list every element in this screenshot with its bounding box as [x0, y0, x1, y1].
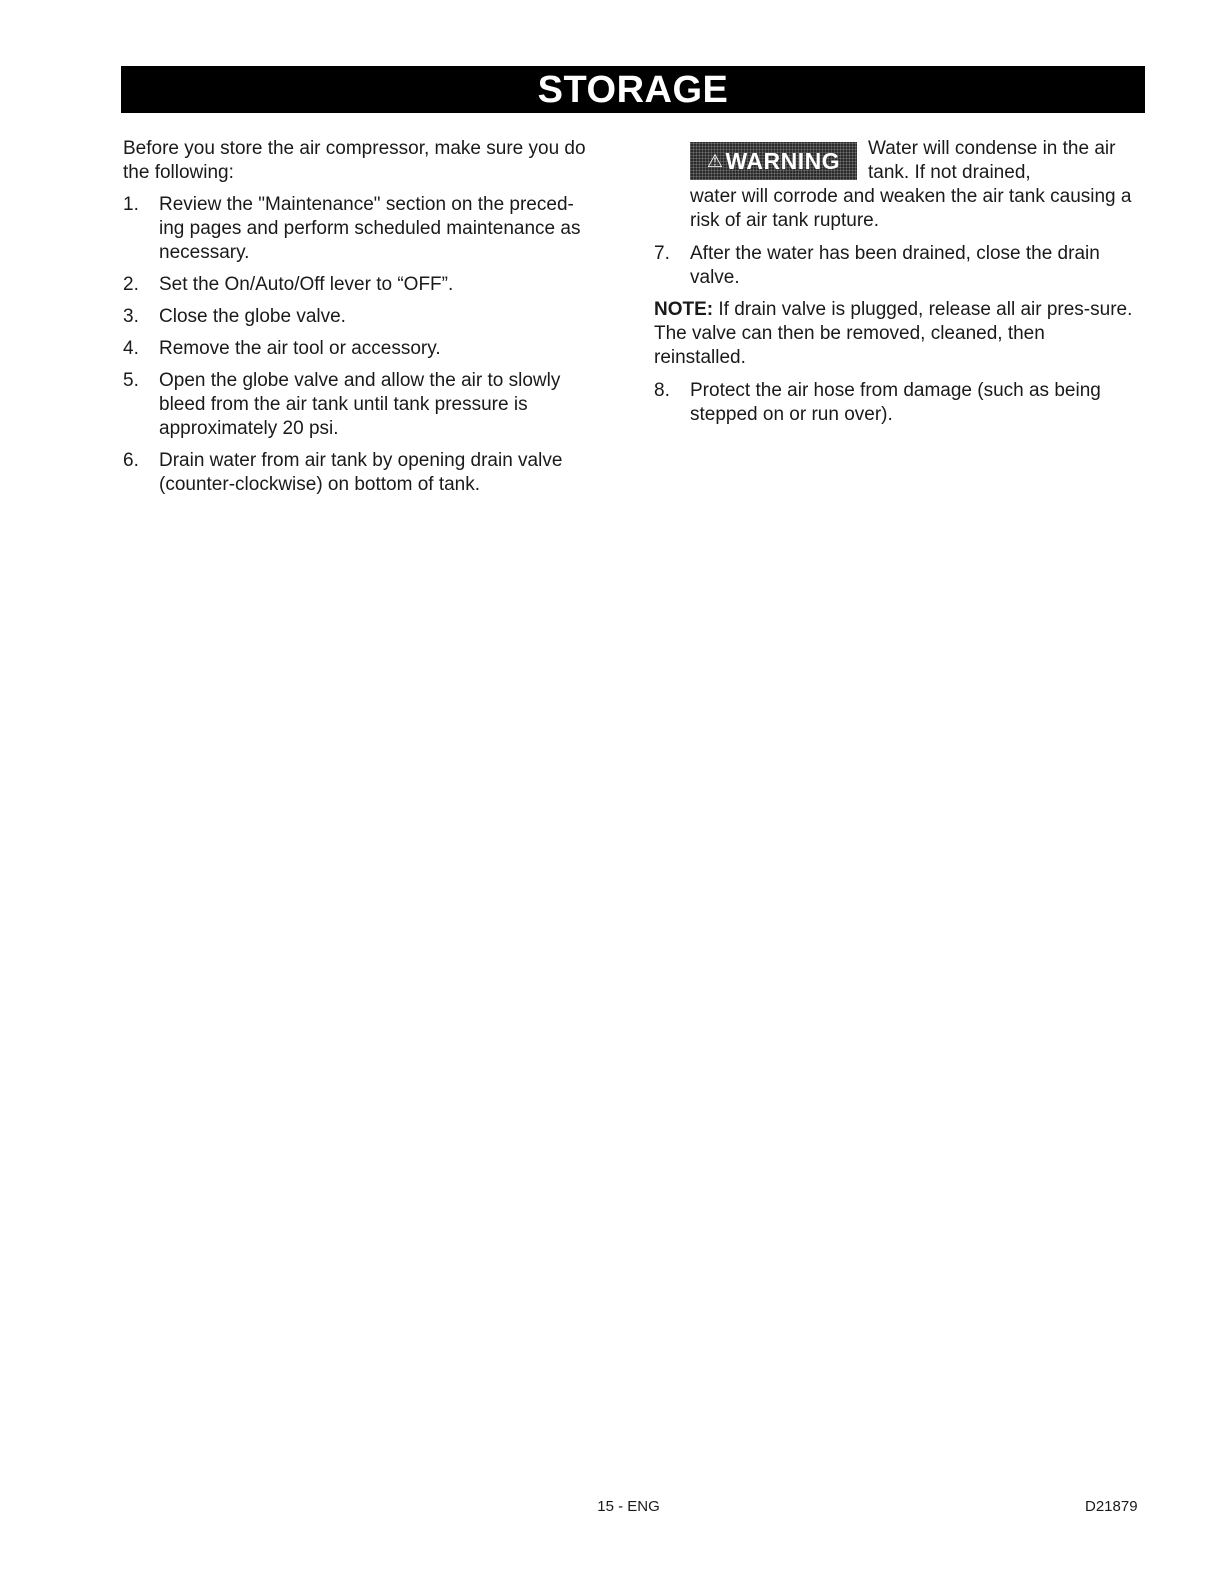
list-item-number: 7. [654, 243, 670, 264]
warning-badge-label: WARNING [725, 148, 841, 174]
list-item-text: Review the "Maintenance" section on the preced-ing pages and perform scheduled maintenance as necessary. [159, 194, 581, 263]
list-item [654, 379, 1134, 427]
list-item [123, 305, 598, 329]
list-item-number: 6. [123, 450, 139, 471]
warning-lead-text: Water will condense in the air tank. If not drained, [868, 138, 1116, 183]
list-item-text: Remove the air tool or accessory. [159, 338, 441, 359]
list-item [123, 449, 598, 497]
list-item [123, 273, 598, 297]
list-item [123, 337, 598, 361]
warning-block [654, 137, 1134, 233]
warning-rest-text: water will corrode and weaken the air tank causing a risk of air tank rupture. [690, 186, 1132, 231]
list-item-text: After the water has been drained, close the drain valve. [690, 243, 1100, 288]
warning-row [654, 137, 1134, 185]
section-banner [121, 66, 1145, 113]
list-item-number: 4. [123, 338, 139, 359]
list-item-text: Open the globe valve and allow the air to slowly bleed from the air tank until tank pressure is approximately 20 psi. [159, 370, 561, 439]
list-item-text: Drain water from air tank by opening drain valve (counter-clockwise) on bottom of tank. [159, 450, 563, 495]
left-column [123, 137, 598, 505]
document-code: D21879 [1085, 1498, 1138, 1515]
note-text: If drain valve is plugged, release all air pres-sure. The valve can then be removed, cleaned, then reinstalled. [654, 299, 1133, 368]
list-item [123, 369, 598, 441]
list-item-text: Close the globe valve. [159, 306, 346, 327]
note-label: NOTE: [654, 299, 714, 320]
right-column [654, 137, 1134, 435]
list-item-number: 2. [123, 274, 139, 295]
list-item-text: Set the On/Auto/Off lever to “OFF”. [159, 274, 454, 295]
list-item-number: 5. [123, 370, 139, 391]
list-item-number: 8. [654, 380, 670, 401]
intro-paragraph: Before you store the air compressor, make sure you do the following: [123, 138, 586, 183]
list-item-number: 3. [123, 306, 139, 327]
list-item-text: Protect the air hose from damage (such as being stepped on or run over). [690, 380, 1101, 425]
page-number: 15 - ENG [597, 1498, 660, 1515]
warning-triangle-icon: ⚠ [706, 151, 724, 171]
warning-badge [690, 142, 857, 180]
list-item [654, 242, 1134, 290]
list-item-number: 1. [123, 194, 139, 215]
note-paragraph [654, 298, 1134, 370]
section-title: STORAGE [537, 68, 729, 111]
list-item [123, 193, 598, 265]
